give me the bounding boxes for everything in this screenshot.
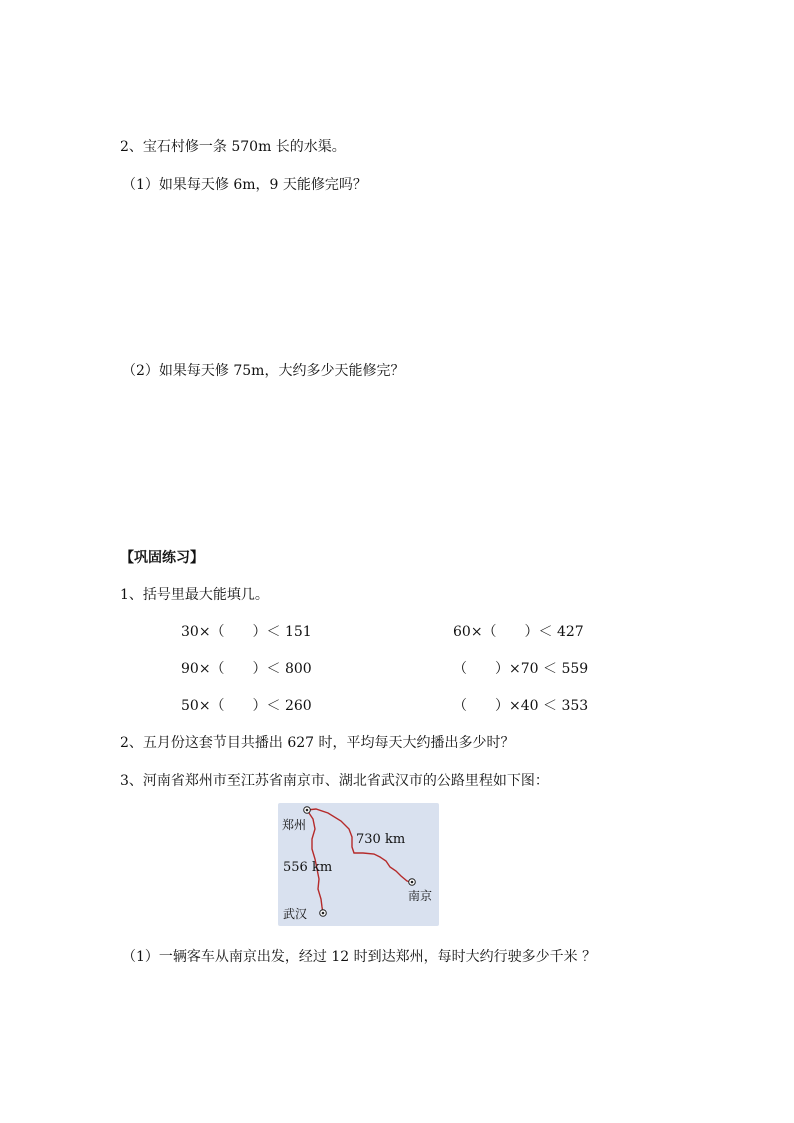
practice-problem-3-question-1: （1）一辆客车从南京出发，经过 12 时到达郑州，每时大约行驶多少千米 ？ <box>122 949 597 965</box>
nanjing-marker-icon <box>409 879 416 886</box>
fill-blank-row-3-left: 50×（ ）＜ 260 <box>181 698 312 714</box>
city-label-wuhan: 武汉 <box>283 907 308 921</box>
fill-blank-row-3-right: （ ）×40 ＜ 353 <box>453 698 589 714</box>
fill-blank-row-1-left: 30×（ ）＜ 151 <box>181 624 312 640</box>
zhengzhou-marker-icon <box>304 807 311 814</box>
city-label-zhengzhou: 郑州 <box>282 818 307 832</box>
distance-label-zhengzhou-wuhan: 556 km <box>283 860 333 875</box>
practice-problem-3: 3、河南省郑州市至江苏省南京市、湖北省武汉市的公路里程如下图： <box>120 773 549 789</box>
distance-label-zhengzhou-nanjing: 730 km <box>356 832 406 847</box>
wuhan-marker-icon <box>320 910 327 917</box>
fill-blank-row-1-right: 60×（ ）＜ 427 <box>453 624 584 640</box>
question-1: （1）如果每天修 6m，9 天能修完吗？ <box>122 177 367 193</box>
fill-blank-row-2-left: 90×（ ）＜ 800 <box>181 661 312 677</box>
problem-2-title: 2、宝石村修一条 570m 长的水渠。 <box>120 139 346 155</box>
fill-blank-row-2-right: （ ）×70 ＜ 559 <box>453 661 589 677</box>
practice-problem-1-title: 1、括号里最大能填几。 <box>120 587 269 603</box>
city-label-nanjing: 南京 <box>408 889 433 903</box>
question-2: （2）如果每天修 75m，大约多少天能修完？ <box>122 363 405 379</box>
route-map <box>278 803 439 926</box>
practice-heading: 【巩固练习】 <box>120 550 204 566</box>
practice-problem-2: 2、五月份这套节目共播出 627 时，平均每天大约播出多少时？ <box>120 735 515 751</box>
